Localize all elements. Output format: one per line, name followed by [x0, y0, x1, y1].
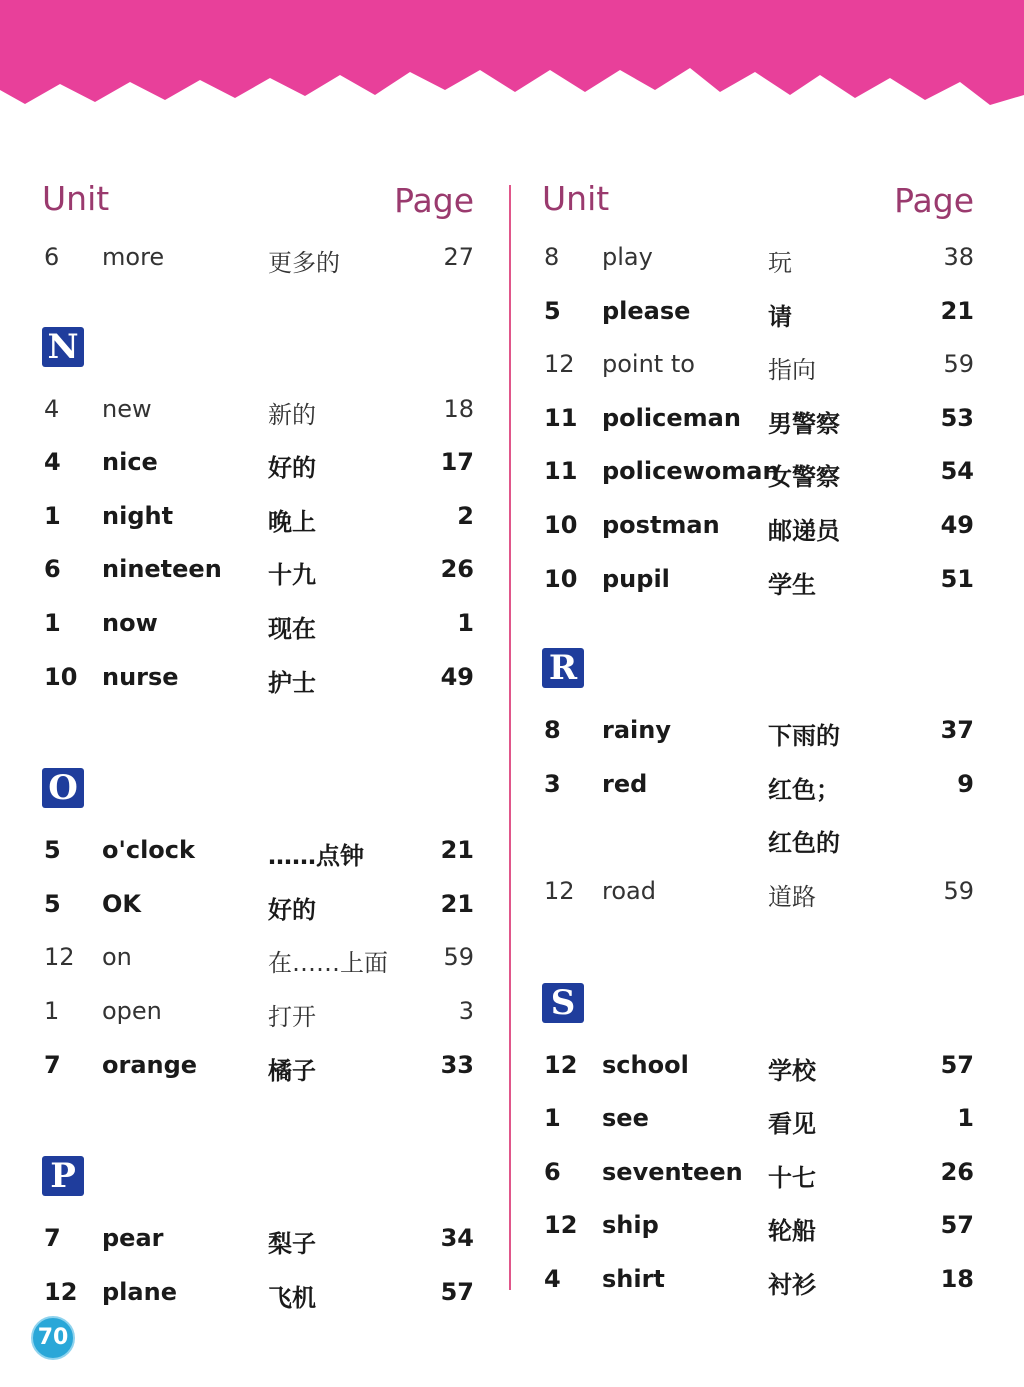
- page-number: 26: [940, 1157, 974, 1186]
- glossary-entry: [36, 1216, 486, 1270]
- chinese-meaning: 女警察: [768, 463, 840, 492]
- page-number: 1: [457, 608, 474, 637]
- english-word: rainy: [602, 716, 671, 745]
- section-letter-s: S: [536, 973, 986, 1043]
- glossary-entry: [36, 935, 486, 989]
- chinese-meaning: 更多的: [268, 249, 340, 277]
- chinese-meaning: 护士: [268, 668, 316, 697]
- chinese-meaning: 学校: [768, 1056, 816, 1085]
- english-word: red: [602, 769, 648, 798]
- glossary-list: [36, 387, 486, 709]
- glossary-entry: [36, 440, 486, 494]
- glossary-entry: [536, 1203, 986, 1257]
- unit-number: 1: [44, 996, 60, 1025]
- english-word: postman: [602, 510, 720, 539]
- glossary-entry: [36, 387, 486, 441]
- chinese-meaning: 男警察: [768, 409, 840, 438]
- column-divider: [509, 185, 511, 1290]
- chinese-meaning: 新的: [268, 400, 316, 429]
- chinese-meaning: 现在: [268, 614, 316, 643]
- english-word: road: [602, 876, 656, 905]
- unit-number: 6: [544, 1157, 561, 1186]
- page-number: 2: [457, 501, 474, 530]
- english-word: pupil: [602, 564, 670, 593]
- page-number: 38: [943, 243, 974, 271]
- page-number: 21: [440, 889, 474, 918]
- english-word: shirt: [602, 1264, 665, 1293]
- chinese-meaning: 下雨的: [768, 722, 840, 751]
- chinese-meaning: 红色；: [768, 775, 840, 804]
- unit-number: 12: [544, 1050, 578, 1079]
- page-number: 59: [443, 943, 474, 972]
- glossary-list: [536, 235, 986, 610]
- unit-number: 1: [544, 1104, 561, 1133]
- section-letter-n: N: [36, 317, 486, 387]
- english-word: policeman: [602, 403, 741, 432]
- right-column: [536, 175, 986, 1311]
- section-letter-p: P: [36, 1146, 486, 1216]
- glossary-entry: [36, 547, 486, 601]
- page-number: 18: [443, 394, 474, 423]
- page-number: 49: [440, 662, 474, 691]
- unit-number: 12: [544, 350, 575, 379]
- english-word: policewoman: [602, 457, 780, 486]
- glossary-entry: [36, 494, 486, 548]
- glossary-entry: [536, 557, 986, 611]
- page-number: 57: [940, 1050, 974, 1079]
- unit-header: Unit: [542, 179, 610, 218]
- pink-zigzag-banner: [0, 0, 1024, 115]
- chinese-meaning: 玩: [768, 249, 792, 277]
- glossary-entry: [36, 828, 486, 882]
- page-header: Page: [894, 181, 974, 220]
- page-number: 49: [940, 510, 974, 539]
- glossary-entry: [536, 869, 986, 923]
- chinese-meaning: 衬衫: [768, 1270, 816, 1299]
- page-number: 53: [940, 403, 974, 432]
- left-column: [36, 175, 486, 1323]
- unit-number: 5: [44, 889, 61, 918]
- chinese-meaning: 道路: [768, 882, 816, 911]
- english-word: on: [102, 943, 132, 972]
- unit-number: 7: [44, 1224, 61, 1253]
- page-number: 9: [957, 769, 974, 798]
- page-number: 51: [940, 564, 974, 593]
- english-word: o'clock: [102, 836, 195, 865]
- page-number: 54: [940, 457, 974, 486]
- glossary-entry: [536, 1096, 986, 1150]
- page-number: 18: [940, 1264, 974, 1293]
- unit-number: 4: [44, 448, 61, 477]
- chinese-meaning: 轮船: [768, 1217, 816, 1246]
- english-word: see: [602, 1104, 649, 1133]
- chinese-meaning: 看见: [768, 1110, 816, 1139]
- english-word: pear: [102, 1224, 164, 1253]
- glossary-entry: [36, 882, 486, 936]
- page-number: 21: [440, 836, 474, 865]
- page-number: 37: [940, 716, 974, 745]
- unit-number: 10: [544, 564, 578, 593]
- glossary-entry: [36, 989, 486, 1043]
- english-word: orange: [102, 1050, 198, 1079]
- glossary-list: [536, 708, 986, 922]
- glossary-entry: [36, 601, 486, 655]
- english-word: open: [102, 996, 162, 1025]
- page-number: 57: [440, 1277, 474, 1306]
- page-number: 26: [440, 555, 474, 584]
- english-word: night: [102, 501, 174, 530]
- chinese-meaning: 晚上: [268, 507, 316, 536]
- unit-number: 8: [544, 716, 561, 745]
- english-word: point to: [602, 350, 695, 379]
- chinese-meaning: 十七: [768, 1163, 816, 1192]
- chinese-meaning: 飞机: [268, 1283, 316, 1312]
- unit-number: 10: [44, 662, 78, 691]
- glossary-entry: [536, 762, 986, 816]
- unit-number: 1: [44, 608, 61, 637]
- glossary-entry: [536, 289, 986, 343]
- page-header: Page: [394, 181, 474, 220]
- glossary-entry: [536, 708, 986, 762]
- section-letter-r: R: [536, 638, 986, 708]
- page-number: 59: [943, 876, 974, 905]
- unit-number: 6: [44, 243, 60, 271]
- chinese-meaning: 在……上面: [268, 949, 388, 978]
- page-number: 33: [440, 1050, 474, 1079]
- glossary-entry: [536, 396, 986, 450]
- chinese-meaning: 打开: [268, 1002, 316, 1031]
- page-number: 21: [940, 296, 974, 325]
- english-word: ship: [602, 1211, 659, 1240]
- glossary-entry: [536, 815, 986, 869]
- chinese-meaning: 红色的: [768, 829, 840, 858]
- page-number: 27: [443, 243, 474, 271]
- glossary-entry: [536, 503, 986, 557]
- unit-number: 5: [44, 836, 61, 865]
- column-header: [536, 175, 986, 235]
- chinese-meaning: 好的: [268, 895, 316, 924]
- glossary-entry: [536, 1043, 986, 1097]
- glossary-list: [36, 235, 486, 289]
- english-word: more: [102, 243, 165, 271]
- unit-number: 6: [44, 555, 61, 584]
- glossary-entry: [536, 449, 986, 503]
- page-number: 17: [440, 448, 474, 477]
- english-word: new: [102, 394, 152, 423]
- unit-number: 1: [44, 501, 61, 530]
- unit-number: 12: [44, 943, 75, 972]
- unit-header: Unit: [42, 179, 110, 218]
- column-header: [36, 175, 486, 235]
- english-word: seventeen: [602, 1157, 743, 1186]
- english-word: plane: [102, 1277, 177, 1306]
- unit-number: 12: [544, 876, 575, 905]
- glossary-entry: [36, 1270, 486, 1324]
- unit-number: 10: [544, 510, 578, 539]
- chinese-meaning: 橘子: [268, 1056, 316, 1085]
- glossary-entry: [36, 655, 486, 709]
- unit-number: 11: [544, 457, 578, 486]
- chinese-meaning: 十九: [268, 561, 316, 590]
- english-word: OK: [102, 889, 141, 918]
- chinese-meaning: 邮递员: [768, 516, 840, 545]
- page-number: 34: [440, 1224, 474, 1253]
- english-word: play: [602, 243, 653, 271]
- english-word: please: [602, 296, 691, 325]
- page-number: 59: [943, 350, 974, 379]
- english-word: nineteen: [102, 555, 222, 584]
- glossary-entry: [536, 1257, 986, 1311]
- page-number: 3: [458, 996, 474, 1025]
- page-number: 1: [957, 1104, 974, 1133]
- page-number: 57: [940, 1211, 974, 1240]
- english-word: nice: [102, 448, 158, 477]
- english-word: school: [602, 1050, 689, 1079]
- glossary-entry: [536, 342, 986, 396]
- chinese-meaning: 好的: [268, 454, 316, 483]
- unit-number: 8: [544, 243, 560, 271]
- glossary-entry: [536, 1150, 986, 1204]
- english-word: nurse: [102, 662, 179, 691]
- glossary-list: [536, 1043, 986, 1311]
- section-letter-o: O: [36, 758, 486, 828]
- unit-number: 12: [44, 1277, 78, 1306]
- page-number-badge: 70: [31, 1316, 75, 1360]
- glossary-entry: [536, 235, 986, 289]
- unit-number: 5: [544, 296, 561, 325]
- chinese-meaning: 梨子: [268, 1230, 316, 1259]
- unit-number: 3: [544, 769, 561, 798]
- chinese-meaning: 请: [768, 302, 792, 331]
- chinese-meaning: ……点钟: [268, 842, 364, 871]
- unit-number: 4: [544, 1264, 561, 1293]
- unit-number: 4: [44, 394, 60, 423]
- glossary-list: [36, 1216, 486, 1323]
- unit-number: 12: [544, 1211, 578, 1240]
- chinese-meaning: 指向: [768, 356, 816, 385]
- english-word: now: [102, 608, 158, 637]
- unit-number: 11: [544, 403, 578, 432]
- chinese-meaning: 学生: [768, 570, 816, 599]
- unit-number: 7: [44, 1050, 61, 1079]
- glossary-entry: [36, 235, 486, 289]
- glossary-entry: [36, 1043, 486, 1097]
- glossary-list: [36, 828, 486, 1096]
